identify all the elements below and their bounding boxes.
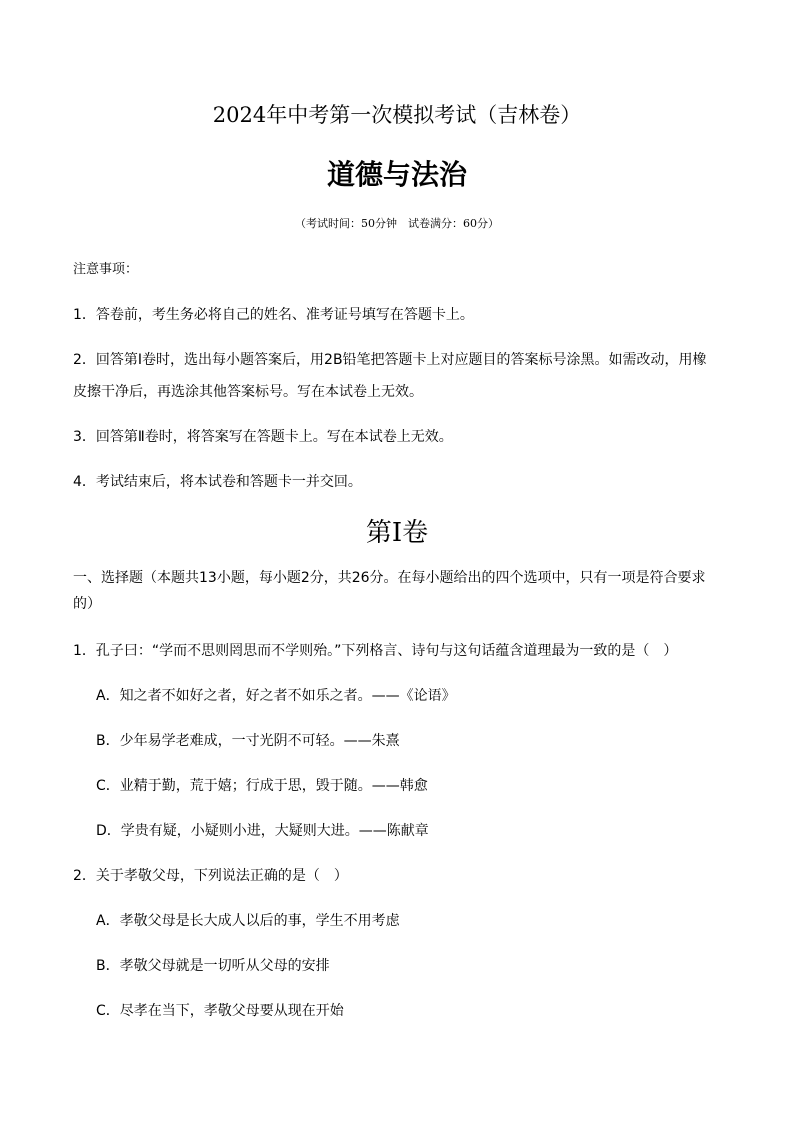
subject-title: 道德与法治: [326, 158, 467, 191]
question-2-stem: 2．关于孝敬父母，下列说法正确的是（ ）: [73, 868, 348, 884]
question-1-option-d: D．学贵有疑，小疑则小进，大疑则大进。——陈献章: [96, 823, 429, 839]
question-2-option-a: A．孝敬父母是长大成人以后的事，学生不用考虑: [96, 913, 400, 929]
question-1-option-b: B．少年易学老难成，一寸光阴不可轻。——朱熹: [96, 733, 400, 749]
exam-info: （考试时间：50分钟 试卷满分：60分）: [295, 217, 499, 230]
section-title: 第Ⅰ卷: [365, 518, 429, 548]
question-1-option-c: C．业精于勤，荒于嬉；行成于思，毁于随。——韩愈: [96, 778, 428, 794]
question-1-stem: 1．孔子曰：“学而不思则罔思而不学则殆。”下列格言、诗句与这句话蕴含道理最为一致的是（ ）: [73, 643, 678, 659]
section-intro: 一、选择题（本题共13小题，每小题2分，共26分。在每小题给出的四个选项中，只有一项是符合要求: [73, 570, 706, 586]
note-item-3: 3．回答第Ⅱ卷时，将答案写在答题卡上。写在本试卷上无效。: [73, 429, 453, 445]
question-2-option-c: C．尽孝在当下，孝敬父母要从现在开始: [96, 1003, 344, 1019]
note-item-1: 1．答卷前，考生务必将自己的姓名、准考证号填写在答题卡上。: [73, 307, 474, 323]
section-intro-continued: 的）: [73, 596, 101, 612]
note-item-2: 2．回答第Ⅰ卷时，选出每小题答案后，用2B铅笔把答题卡上对应题目的答案标号涂黑。如需改动，用橡: [73, 352, 707, 368]
note-item-4: 4．考试结束后，将本试卷和答题卡一并交回。: [73, 474, 362, 490]
question-2-option-b: B．孝敬父母就是一切听从父母的安排: [96, 958, 330, 974]
exam-title: 2024年中考第一次模拟考试（吉林卷）: [212, 103, 582, 127]
notes-heading: 注意事项：: [73, 262, 139, 277]
question-1-option-a: A．知之者不如好之者，好之者不如乐之者。——《论语》: [96, 688, 456, 704]
note-item-2-continued: 皮擦干净后，再选涂其他答案标号。写在本试卷上无效。: [73, 384, 423, 400]
